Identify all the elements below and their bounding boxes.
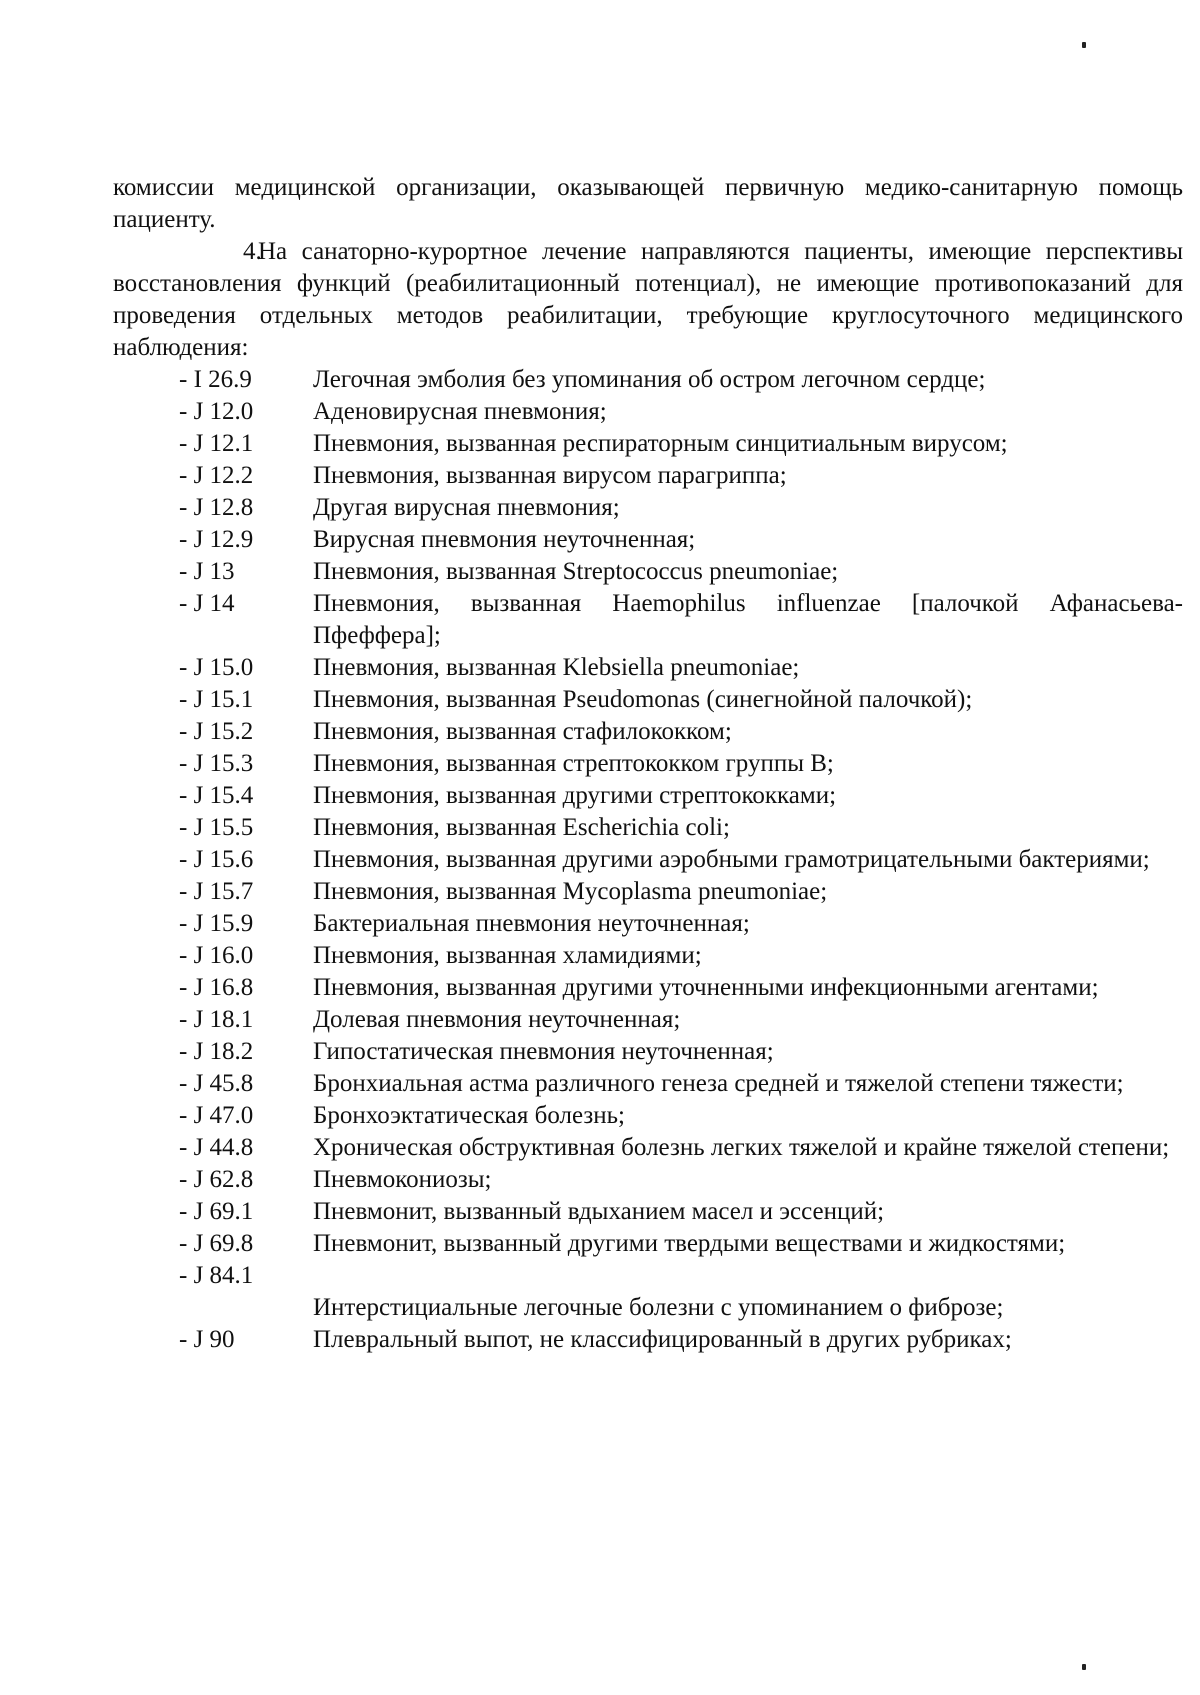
list-item [113, 876, 1183, 908]
diagnosis-text: Пневмония, вызванная другими аэробными грамотрицательными бактериями; [313, 846, 1150, 873]
section-number: 4. [243, 238, 262, 265]
list-item [113, 364, 1183, 396]
list-item [113, 972, 1183, 1004]
diagnosis-text: Пневмонит, вызванный другими твердыми веществами и жидкостями; [313, 1230, 1066, 1257]
diagnosis-text: Гипостатическая пневмония неуточненная; [313, 1038, 774, 1065]
icd-code: - J 62.8 [179, 1166, 254, 1193]
list-item [113, 524, 1183, 556]
diagnosis-text: Пневмония, вызванная хламидиями; [313, 942, 702, 969]
icd-code: - J 16.8 [179, 974, 254, 1001]
icd-code: - J 12.2 [179, 462, 254, 489]
list-item [113, 1260, 1183, 1324]
list-item [113, 1196, 1183, 1228]
diagnosis-text: Пневмония, вызванная стафилококком; [313, 718, 732, 745]
diagnosis-text: Пневмония, вызванная Streptococcus pneumoniae; [313, 558, 839, 585]
list-item [113, 1324, 1183, 1356]
diagnosis-text: Вирусная пневмония неуточненная; [313, 526, 696, 553]
list-item [113, 428, 1183, 460]
diagnosis-text: Хроническая обструктивная болезнь легких тяжелой и крайне тяжелой степени; [313, 1134, 1170, 1161]
list-item [113, 844, 1183, 876]
icd-code: - J 15.3 [179, 750, 254, 777]
icd-code: - J 12.9 [179, 526, 254, 553]
icd-code: - J 69.1 [179, 1198, 254, 1225]
list-item [113, 812, 1183, 844]
list-item [113, 1068, 1183, 1100]
icd-code: - J 90 [179, 1326, 235, 1353]
list-item [113, 556, 1183, 588]
icd-code: - J 14 [179, 590, 235, 617]
scan-mark [1082, 42, 1086, 48]
diagnosis-text: Бактериальная пневмония неуточненная; [313, 910, 750, 937]
list-item [113, 780, 1183, 812]
diagnosis-text: Пневмония, вызванная Escherichia coli; [313, 814, 730, 841]
icd-code: - J 15.0 [179, 654, 254, 681]
diagnosis-text: Пневмония, вызванная другими стрептококками; [313, 782, 837, 809]
diagnosis-text: Пневмония, вызванная стрептококком группы В; [313, 750, 834, 777]
icd-code: - J 18.2 [179, 1038, 254, 1065]
list-item [113, 396, 1183, 428]
icd-code: - I 26.9 [179, 366, 252, 393]
icd-code: - J 15.7 [179, 878, 254, 905]
icd-code: - J 84.1 [179, 1262, 254, 1289]
diagnosis-text: Пневмония, вызванная вирусом парагриппа; [313, 462, 787, 489]
diagnosis-text: Пневмонит, вызванный вдыханием масел и эссенций; [313, 1198, 885, 1225]
icd-code: - J 69.8 [179, 1230, 254, 1257]
diagnosis-text: Пневмония, вызванная Pseudomonas (синегнойной палочкой); [313, 686, 973, 713]
list-item [113, 716, 1183, 748]
icd-code: - J 12.8 [179, 494, 254, 521]
document-body [113, 172, 1183, 1356]
list-item [113, 1228, 1183, 1260]
scan-mark [1082, 1664, 1086, 1670]
list-item [113, 748, 1183, 780]
diagnosis-text: Пневмокониозы; [313, 1166, 492, 1193]
intro-paragraph: комиссии медицинской организации, оказывающей первичную медико-санитарную помощь пациенту. [113, 174, 1183, 233]
diagnosis-text: Долевая пневмония неуточненная; [313, 1006, 681, 1033]
diagnosis-text: Бронхиальная астма различного генеза средней и тяжелой степени тяжести; [313, 1070, 1124, 1097]
diagnosis-text: Плевральный выпот, не классифицированный в других рубриках; [313, 1326, 1012, 1353]
icd-code: - J 12.0 [179, 398, 254, 425]
icd-code: - J 15.6 [179, 846, 254, 873]
list-item [113, 940, 1183, 972]
icd-code: - J 47.0 [179, 1102, 254, 1129]
list-item [113, 588, 1183, 652]
list-item [113, 1036, 1183, 1068]
diagnosis-text: Пневмония, вызванная другими уточненными инфекционными агентами; [313, 974, 1099, 1001]
icd-code: - J 12.1 [179, 430, 254, 457]
list-item [113, 1100, 1183, 1132]
icd-code: - J 13 [179, 558, 235, 585]
list-item [113, 1004, 1183, 1036]
diagnosis-text: Пневмония, вызванная Haemophilus influenzae [палочкой Афанасьева-Пфеффера]; [313, 590, 1183, 649]
icd-code: - J 15.4 [179, 782, 254, 809]
diagnosis-text: Пневмония, вызванная Klebsiella pneumoniae; [313, 654, 800, 681]
section-text: На санаторно-курортное лечение направляются пациенты, имеющие перспективы восстановления функций (реабилитационный потенциал), не имеющие противопоказаний для проведения отдельных методов реабилитации, требующие круглосуточного медицинского наблюдения: [113, 238, 1183, 361]
icd-code: - J 15.2 [179, 718, 254, 745]
section-paragraph [113, 236, 1183, 364]
diagnosis-list [113, 364, 1183, 1356]
diagnosis-text: Легочная эмболия без упоминания об остром легочном сердце; [313, 366, 986, 393]
list-item [113, 684, 1183, 716]
icd-code: - J 15.1 [179, 686, 254, 713]
list-item [113, 492, 1183, 524]
list-item [113, 1132, 1183, 1164]
diagnosis-text: Бронхоэктатическая болезнь; [313, 1102, 625, 1129]
diagnosis-text: Пневмония, вызванная Mycoplasma pneumoniae; [313, 878, 828, 905]
icd-code: - J 15.9 [179, 910, 254, 937]
list-item [113, 652, 1183, 684]
icd-code: - J 15.5 [179, 814, 254, 841]
diagnosis-text: Аденовирусная пневмония; [313, 398, 607, 425]
diagnosis-text: Другая вирусная пневмония; [313, 494, 620, 521]
icd-code: - J 45.8 [179, 1070, 254, 1097]
diagnosis-text: Интерстициальные легочные болезни с упоминанием о фиброзе; [313, 1294, 1004, 1321]
icd-code: - J 18.1 [179, 1006, 254, 1033]
icd-code: - J 16.0 [179, 942, 254, 969]
list-item [113, 460, 1183, 492]
list-item [113, 908, 1183, 940]
list-item [113, 1164, 1183, 1196]
icd-code: - J 44.8 [179, 1134, 254, 1161]
diagnosis-text: Пневмония, вызванная респираторным синцитиальным вирусом; [313, 430, 1008, 457]
